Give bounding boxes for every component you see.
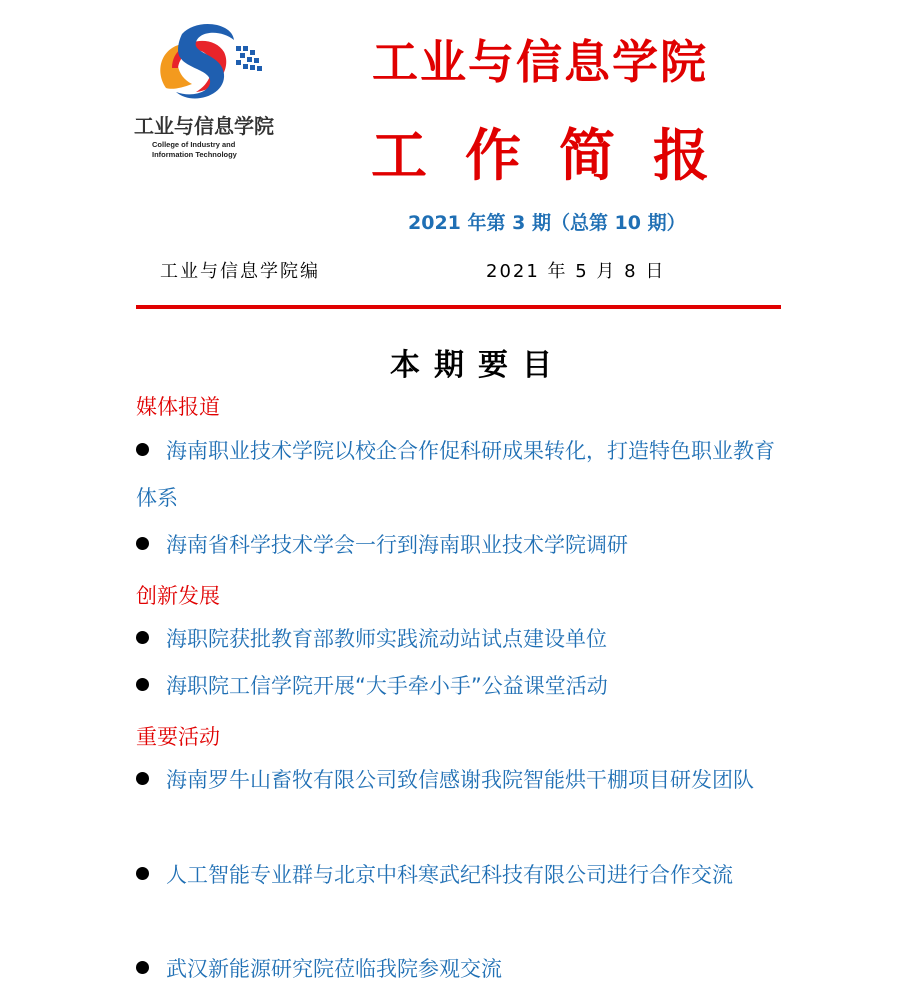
bullet-icon <box>136 678 149 691</box>
bulletin-title: 工作简报 <box>371 123 747 189</box>
section-heading-innovation: 创新发展 <box>136 584 220 608</box>
contents-item[interactable] <box>136 663 776 710</box>
editor-line: 工业与信息学院编 <box>160 261 320 282</box>
bullet-icon <box>136 772 149 785</box>
section-heading-media: 媒体报道 <box>136 395 220 419</box>
bullet-icon <box>136 537 149 550</box>
college-emblem-icon <box>152 18 270 110</box>
logo-name-en <box>152 140 237 160</box>
contents-title: 本期要目 <box>390 348 566 383</box>
bullet-icon <box>136 443 149 456</box>
college-title: 工业与信息学院 <box>372 35 708 89</box>
logo-name-en-line2: Information Technology <box>152 150 237 159</box>
contents-item-text: 海职院获批教育部教师实践流动站试点建设单位 <box>166 627 607 651</box>
bullet-icon <box>136 961 149 974</box>
section-heading-activities: 重要活动 <box>136 725 220 749</box>
contents-item[interactable] <box>136 428 776 522</box>
contents-item-text: 海职院工信学院开展“大手牵小手”公益课堂活动 <box>166 674 608 698</box>
contents-item-text: 海南罗牛山畜牧有限公司致信感谢我院智能烘干棚项目研发团队 <box>166 768 754 792</box>
header-divider <box>136 305 781 309</box>
logo-name-cn: 工业与信息学院 <box>134 114 274 138</box>
logo-name-en-line1: College of Industry and <box>152 140 236 149</box>
issue-number: 2021 年第 3 期（总第 10 期） <box>408 212 686 234</box>
contents-item[interactable] <box>136 522 776 569</box>
contents-item-text: 海南省科学技术学会一行到海南职业技术学院调研 <box>166 533 628 557</box>
contents-item-text: 人工智能专业群与北京中科寒武纪科技有限公司进行合作交流 <box>166 863 733 887</box>
contents-item-text: 武汉新能源研究院莅临我院参观交流 <box>166 957 502 981</box>
contents-item[interactable] <box>136 616 776 663</box>
contents-item[interactable] <box>136 757 776 804</box>
bullet-icon <box>136 631 149 644</box>
contents-item-text: 海南职业技术学院以校企合作促科研成果转化，打造特色职业教育体系 <box>136 439 775 510</box>
contents-item[interactable] <box>136 852 776 899</box>
contents-item[interactable] <box>136 946 776 993</box>
college-logo <box>130 18 290 159</box>
publish-date: 2021 年 5 月 8 日 <box>486 261 666 282</box>
bullet-icon <box>136 867 149 880</box>
